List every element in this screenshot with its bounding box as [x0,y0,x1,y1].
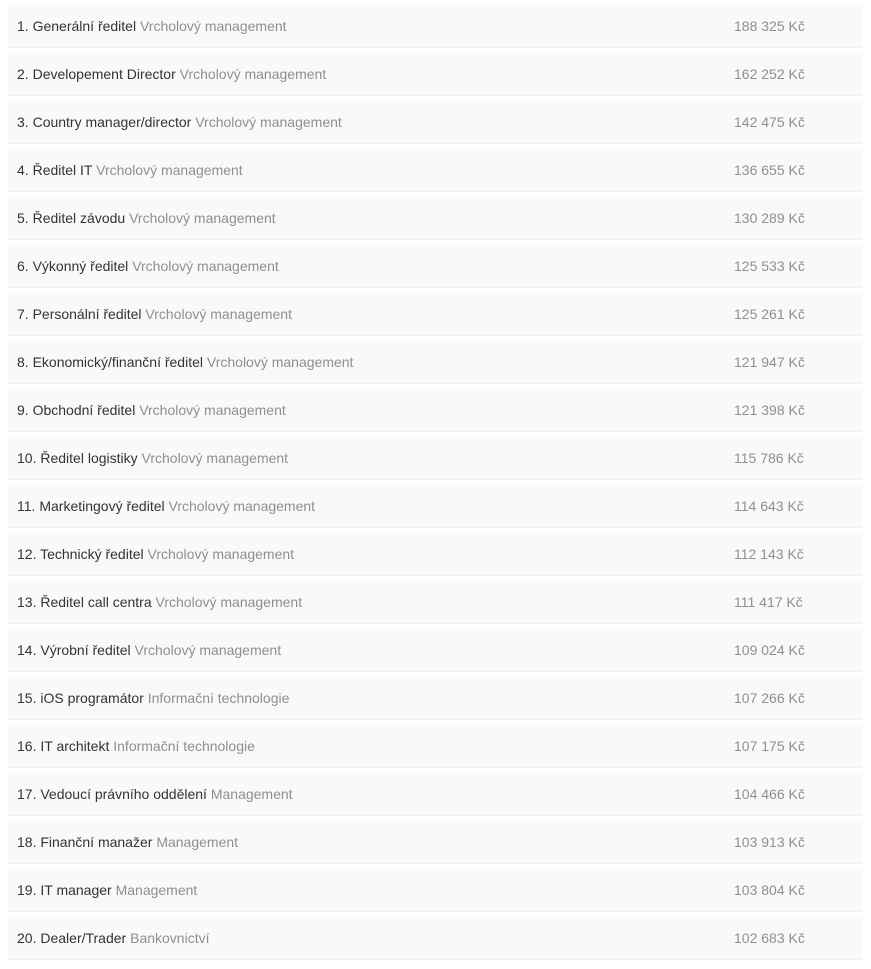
job-name: Personální ředitel [32,306,142,322]
job-title [17,545,294,563]
job-title [17,113,342,131]
list-item[interactable] [8,101,862,143]
rank-number: 20. [17,930,37,946]
salary-value: 115 786 Kč [734,450,804,466]
rank-number: 7. [17,306,29,322]
rank-number: 16. [17,738,37,754]
job-category: Vrcholový management [129,210,276,226]
job-name: Marketingový ředitel [39,498,165,514]
salary-value: 109 024 Kč [734,642,805,658]
job-title [17,929,209,947]
list-item[interactable] [8,917,862,959]
job-title [17,641,281,659]
list-item[interactable] [8,293,862,335]
job-name: Finanční manažer [40,834,153,850]
salary-value: 121 947 Kč [734,354,805,370]
salary-value: 142 475 Kč [734,114,805,130]
list-item[interactable] [8,485,862,527]
salary-value: 125 261 Kč [734,306,805,322]
salary-value: 125 533 Kč [734,258,805,274]
job-title [17,449,288,467]
rank-number: 8. [17,354,29,370]
salary-value: 103 804 Kč [734,882,805,898]
rank-number: 14. [17,642,37,658]
job-name: IT architekt [40,738,110,754]
job-category: Vrcholový management [168,498,316,514]
job-name: Ředitel IT [32,162,93,178]
job-category: Vrcholový management [96,162,243,178]
job-category: Informační technologie [113,738,255,754]
rank-number: 15. [17,690,37,706]
job-category: Vrcholový management [134,642,282,658]
job-name: Výkonný ředitel [32,258,129,274]
job-name: Country manager/director [32,114,192,130]
salary-value: 107 175 Kč [734,738,805,754]
salary-value: 136 655 Kč [734,162,805,178]
rank-number: 13. [17,594,37,610]
list-item[interactable] [8,341,862,383]
list-item[interactable] [8,677,862,719]
rank-number: 9. [17,402,29,418]
rank-number: 12. [17,546,37,562]
list-item[interactable] [8,773,862,815]
job-category: Vrcholový management [141,450,289,466]
job-name: Ředitel závodu [32,210,126,226]
rank-number: 5. [17,210,29,226]
rank-number: 18. [17,834,37,850]
list-item[interactable] [8,821,862,863]
job-title [17,161,243,179]
job-title [17,593,302,611]
rank-number: 1. [17,18,29,34]
salary-value: 111 417 Kč [734,594,803,610]
list-item[interactable] [8,53,862,95]
job-category: Vrcholový management [195,114,342,130]
job-category: Vrcholový management [139,18,287,34]
job-category: Management [115,882,198,898]
job-category: Vrcholový management [206,354,354,370]
salary-value: 162 252 Kč [734,66,805,82]
job-name: Vedoucí právního oddělení [40,786,207,802]
list-item[interactable] [8,245,862,287]
salary-value: 112 143 Kč [734,546,804,562]
job-name: Ekonomický/finanční ředitel [32,354,203,370]
job-title [17,353,353,371]
rank-number: 11. [17,498,36,514]
rank-number: 4. [17,162,29,178]
salary-value: 102 683 Kč [734,930,805,946]
job-title [17,17,287,35]
job-title [17,497,315,515]
job-category: Management [156,834,239,850]
list-item[interactable] [8,149,862,191]
list-item[interactable] [8,869,862,911]
job-name: Generální ředitel [32,18,137,34]
job-category: Vrcholový management [139,402,286,418]
job-name: Výrobní ředitel [40,642,131,658]
list-item[interactable] [8,629,862,671]
list-item[interactable] [8,389,862,431]
rank-number: 2. [17,66,29,82]
job-title [17,737,255,755]
salary-value: 188 325 Kč [734,18,805,34]
job-name: iOS programátor [40,690,144,706]
salary-value: 107 266 Kč [734,690,805,706]
job-name: Ředitel call centra [40,594,152,610]
list-item[interactable] [8,533,862,575]
job-name: Obchodní ředitel [32,402,136,418]
job-category: Vrcholový management [147,546,295,562]
job-title [17,401,286,419]
rank-number: 17. [17,786,37,802]
list-item[interactable] [8,725,862,767]
job-category: Vrcholový management [179,66,327,82]
job-name: Technický ředitel [40,546,144,562]
job-title [17,689,289,707]
rank-number: 3. [17,114,29,130]
job-name: Dealer/Trader [40,930,127,946]
list-item[interactable] [8,581,862,623]
job-category: Informační technologie [147,690,290,706]
job-title [17,881,197,899]
job-category: Bankovnictví [130,930,210,946]
rank-number: 10. [17,450,37,466]
job-name: IT manager [40,882,112,898]
salary-value: 121 398 Kč [734,402,805,418]
salary-value: 103 913 Kč [734,834,805,850]
job-name: Developement Director [32,66,176,82]
job-title [17,209,276,227]
rank-number: 19. [17,882,37,898]
rank-number: 6. [17,258,29,274]
job-title [17,305,292,323]
job-category: Vrcholový management [132,258,279,274]
job-category: Vrcholový management [155,594,303,610]
job-title [17,833,238,851]
job-name: Ředitel logistiky [40,450,138,466]
job-category: Vrcholový management [145,306,292,322]
job-title [17,257,279,275]
job-title [17,785,293,803]
job-category: Management [210,786,293,802]
job-title [17,65,326,83]
salary-list [8,5,862,965]
list-item[interactable] [8,437,862,479]
salary-value: 130 289 Kč [734,210,805,226]
list-item[interactable] [8,5,862,47]
salary-value: 104 466 Kč [734,786,805,802]
salary-value: 114 643 Kč [734,498,804,514]
list-item[interactable] [8,197,862,239]
